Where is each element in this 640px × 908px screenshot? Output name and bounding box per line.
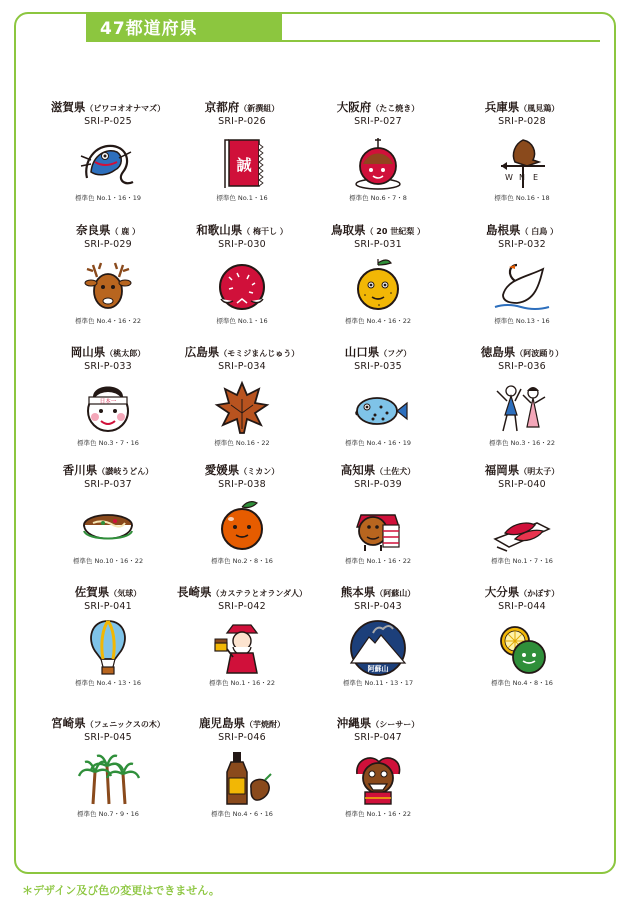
prefecture-label: 滋賀県 — [50, 100, 86, 114]
motif-label: （ミカン） — [239, 467, 280, 476]
prefecture-item — [308, 345, 448, 448]
standard-colors: 標準色 No.1・16 — [216, 194, 268, 202]
pear-icon — [343, 255, 413, 315]
prefecture-name — [308, 463, 448, 479]
motif-label: （阿波踊り） — [515, 349, 564, 358]
motif-label: （かぼす） — [519, 589, 560, 598]
motif-label: （明太子） — [519, 467, 560, 476]
prefecture-item — [38, 716, 178, 819]
motif-label: （たこ焼き） — [371, 104, 420, 113]
prefecture-item — [172, 716, 312, 819]
prefecture-item — [38, 585, 178, 688]
product-code: SRI-P-034 — [218, 361, 266, 372]
prefecture-name — [308, 223, 448, 239]
product-code: SRI-P-035 — [354, 361, 402, 372]
prefecture-item — [38, 463, 178, 566]
prefecture-label: 愛媛県 — [204, 463, 240, 477]
motif-label: （風見鶏） — [519, 104, 560, 113]
prefecture-item — [452, 223, 592, 326]
prefecture-item — [38, 100, 178, 203]
motif-label: （フェニックスの木） — [85, 720, 165, 729]
prefecture-item — [308, 585, 448, 688]
prefecture-label: 熊本県 — [340, 585, 376, 599]
umeboshi-icon — [207, 255, 277, 315]
prefecture-label: 和歌山県 — [196, 223, 243, 237]
standard-colors: 標準色 No.1・16・22 — [344, 810, 412, 818]
prefecture-name — [38, 716, 178, 732]
prefecture-label: 山口県 — [344, 345, 380, 359]
motif-label: （阿蘇山） — [375, 589, 416, 598]
product-code: SRI-P-047 — [354, 732, 402, 743]
prefecture-name — [38, 223, 178, 239]
prefecture-item — [308, 100, 448, 203]
shisa-icon — [343, 748, 413, 808]
motif-label: （カステラとオランダ人） — [211, 589, 308, 598]
udon-icon — [73, 495, 143, 555]
svg-text:E: E — [533, 173, 539, 182]
prefecture-label: 沖縄県 — [336, 716, 372, 730]
prefecture-name — [38, 463, 178, 479]
mentaiko-icon — [487, 495, 557, 555]
motif-label: （ 梅干し ） — [242, 227, 288, 236]
prefecture-item — [452, 345, 592, 448]
motif-label: （土佐犬） — [375, 467, 416, 476]
prefecture-item — [172, 223, 312, 326]
prefecture-name — [172, 716, 312, 732]
deer-icon — [73, 255, 143, 315]
footnote: ＊デザイン及び色の変更はできません。 — [22, 884, 220, 897]
motif-label: （ 20 世紀梨 ） — [365, 227, 425, 236]
prefecture-name — [172, 345, 312, 361]
product-code: SRI-P-031 — [354, 239, 402, 250]
standard-colors: 標準色 No.4・13・16 — [74, 679, 142, 687]
prefecture-name — [452, 223, 592, 239]
product-code: SRI-P-045 — [84, 732, 132, 743]
prefecture-item — [452, 585, 592, 688]
prefecture-name — [38, 585, 178, 601]
prefecture-label: 福岡県 — [484, 463, 520, 477]
standard-colors: 標準色 No.16・18 — [494, 194, 550, 202]
prefecture-name — [452, 463, 592, 479]
prefecture-label: 長崎県 — [176, 585, 212, 599]
standard-colors: 標準色 No.4・16・19 — [344, 439, 412, 447]
standard-colors: 標準色 No.2・8・16 — [211, 557, 273, 565]
prefecture-label: 京都府 — [204, 100, 240, 114]
prefecture-label: 佐賀県 — [74, 585, 110, 599]
product-code: SRI-P-043 — [354, 601, 402, 612]
awa-odori-icon — [487, 377, 557, 437]
product-code: SRI-P-030 — [218, 239, 266, 250]
motif-label: （桃太郎） — [105, 349, 146, 358]
pufferfish-icon — [343, 377, 413, 437]
prefecture-name — [308, 585, 448, 601]
prefecture-item — [172, 463, 312, 566]
prefecture-label: 徳島県 — [480, 345, 516, 359]
catfish-icon — [73, 132, 143, 192]
prefecture-item — [452, 463, 592, 566]
takoyaki-icon — [343, 132, 413, 192]
product-code: SRI-P-044 — [498, 601, 546, 612]
prefecture-name — [308, 716, 448, 732]
product-code: SRI-P-039 — [354, 479, 402, 490]
prefecture-name — [172, 585, 312, 601]
prefecture-label: 島根県 — [485, 223, 521, 237]
prefecture-label: 奈良県 — [75, 223, 111, 237]
standard-colors: 標準色 No.4・16・22 — [74, 317, 142, 325]
product-code: SRI-P-037 — [84, 479, 132, 490]
motif-label: （ビワコオオナマズ） — [85, 104, 166, 113]
standard-colors: 標準色 No.10・16・22 — [72, 557, 144, 565]
prefecture-name — [452, 345, 592, 361]
prefecture-label: 兵庫県 — [484, 100, 520, 114]
prefecture-name — [38, 345, 178, 361]
motif-label: （讃岐うどん） — [97, 467, 154, 476]
motif-label: （新撰組） — [239, 104, 280, 113]
product-code: SRI-P-042 — [218, 601, 266, 612]
tosa-dog-icon — [343, 495, 413, 555]
prefecture-item — [172, 585, 312, 688]
motif-label: （気球） — [109, 589, 142, 598]
standard-colors: 標準色 No.11・13・17 — [342, 679, 414, 687]
prefecture-label: 広島県 — [184, 345, 220, 359]
product-code: SRI-P-036 — [498, 361, 546, 372]
motif-label: （フグ） — [379, 349, 412, 358]
standard-colors: 標準色 No.1・7・16 — [491, 557, 553, 565]
header-rule — [282, 40, 600, 42]
svg-text:W: W — [505, 173, 513, 182]
prefecture-label: 大分県 — [484, 585, 520, 599]
prefecture-item — [452, 100, 592, 203]
product-code: SRI-P-028 — [498, 116, 546, 127]
standard-colors: 標準色 No.4・16・22 — [344, 317, 412, 325]
prefecture-label: 鹿児島県 — [199, 716, 245, 730]
page-title: 47都道府県 — [100, 19, 198, 39]
momotaro-icon — [73, 377, 143, 437]
product-code: SRI-P-046 — [218, 732, 266, 743]
mikan-icon — [207, 495, 277, 555]
motif-label: （芋焼酎） — [245, 720, 285, 729]
prefecture-item — [172, 345, 312, 448]
prefecture-name — [172, 100, 312, 116]
standard-colors: 標準色 No.1・16 — [216, 317, 268, 325]
palm-tree-icon — [73, 748, 143, 808]
shochu-icon — [207, 748, 277, 808]
motif-label: （モミジまんじゅう） — [219, 349, 300, 358]
prefecture-label: 鳥取県 — [331, 223, 366, 237]
shinsengumi-flag-icon — [207, 132, 277, 192]
standard-colors: 標準色 No.3・16・22 — [488, 439, 556, 447]
prefecture-label: 宮崎県 — [51, 716, 86, 730]
standard-colors: 標準色 No.16・22 — [214, 439, 270, 447]
product-code: SRI-P-026 — [218, 116, 266, 127]
product-code: SRI-P-033 — [84, 361, 132, 372]
balloon-icon — [73, 617, 143, 677]
standard-colors: 標準色 No.1・16・19 — [74, 194, 142, 202]
svg-text:誠: 誠 — [236, 156, 252, 174]
weathercock-icon — [487, 132, 557, 192]
prefecture-label: 香川県 — [62, 463, 98, 477]
product-code: SRI-P-025 — [84, 116, 132, 127]
maple-leaf-icon — [207, 377, 277, 437]
prefecture-name — [172, 463, 312, 479]
prefecture-item — [38, 223, 178, 326]
prefecture-name — [308, 345, 448, 361]
product-code: SRI-P-032 — [498, 239, 546, 250]
standard-colors: 標準色 No.13・16 — [494, 317, 550, 325]
motif-label: （ 白鳥 ） — [520, 227, 559, 236]
svg-text:N: N — [519, 173, 525, 182]
mount-aso-icon — [343, 617, 413, 677]
prefecture-label: 大阪府 — [336, 100, 372, 114]
svg-text:日本一: 日本一 — [99, 399, 117, 405]
product-code: SRI-P-029 — [84, 239, 132, 250]
product-code: SRI-P-040 — [498, 479, 546, 490]
prefecture-name — [308, 100, 448, 116]
dutchman-icon — [207, 617, 277, 677]
prefecture-name — [38, 100, 178, 116]
swan-icon — [487, 255, 557, 315]
prefecture-item — [172, 100, 312, 203]
standard-colors: 標準色 No.4・6・16 — [211, 810, 273, 818]
standard-colors: 標準色 No.1・16・22 — [208, 679, 276, 687]
prefecture-label: 高知県 — [340, 463, 376, 477]
motif-label: （ 鹿 ） — [110, 227, 141, 236]
prefecture-item — [308, 463, 448, 566]
product-code: SRI-P-041 — [84, 601, 132, 612]
prefecture-name — [452, 100, 592, 116]
prefecture-item — [38, 345, 178, 448]
prefecture-label: 岡山県 — [70, 345, 106, 359]
standard-colors: 標準色 No.3・7・16 — [77, 439, 139, 447]
prefecture-item — [308, 716, 448, 819]
prefecture-name — [172, 223, 312, 239]
standard-colors: 標準色 No.7・9・16 — [77, 810, 139, 818]
standard-colors: 標準色 No.1・16・22 — [344, 557, 412, 565]
product-code: SRI-P-038 — [218, 479, 266, 490]
motif-label: （シーサー） — [371, 720, 420, 729]
kabosu-icon — [487, 617, 557, 677]
standard-colors: 標準色 No.4・8・16 — [491, 679, 553, 687]
svg-text:阿蘇山: 阿蘇山 — [367, 665, 389, 673]
prefecture-item — [308, 223, 448, 326]
product-code: SRI-P-027 — [354, 116, 402, 127]
standard-colors: 標準色 No.6・7・8 — [349, 194, 407, 202]
prefecture-name — [452, 585, 592, 601]
